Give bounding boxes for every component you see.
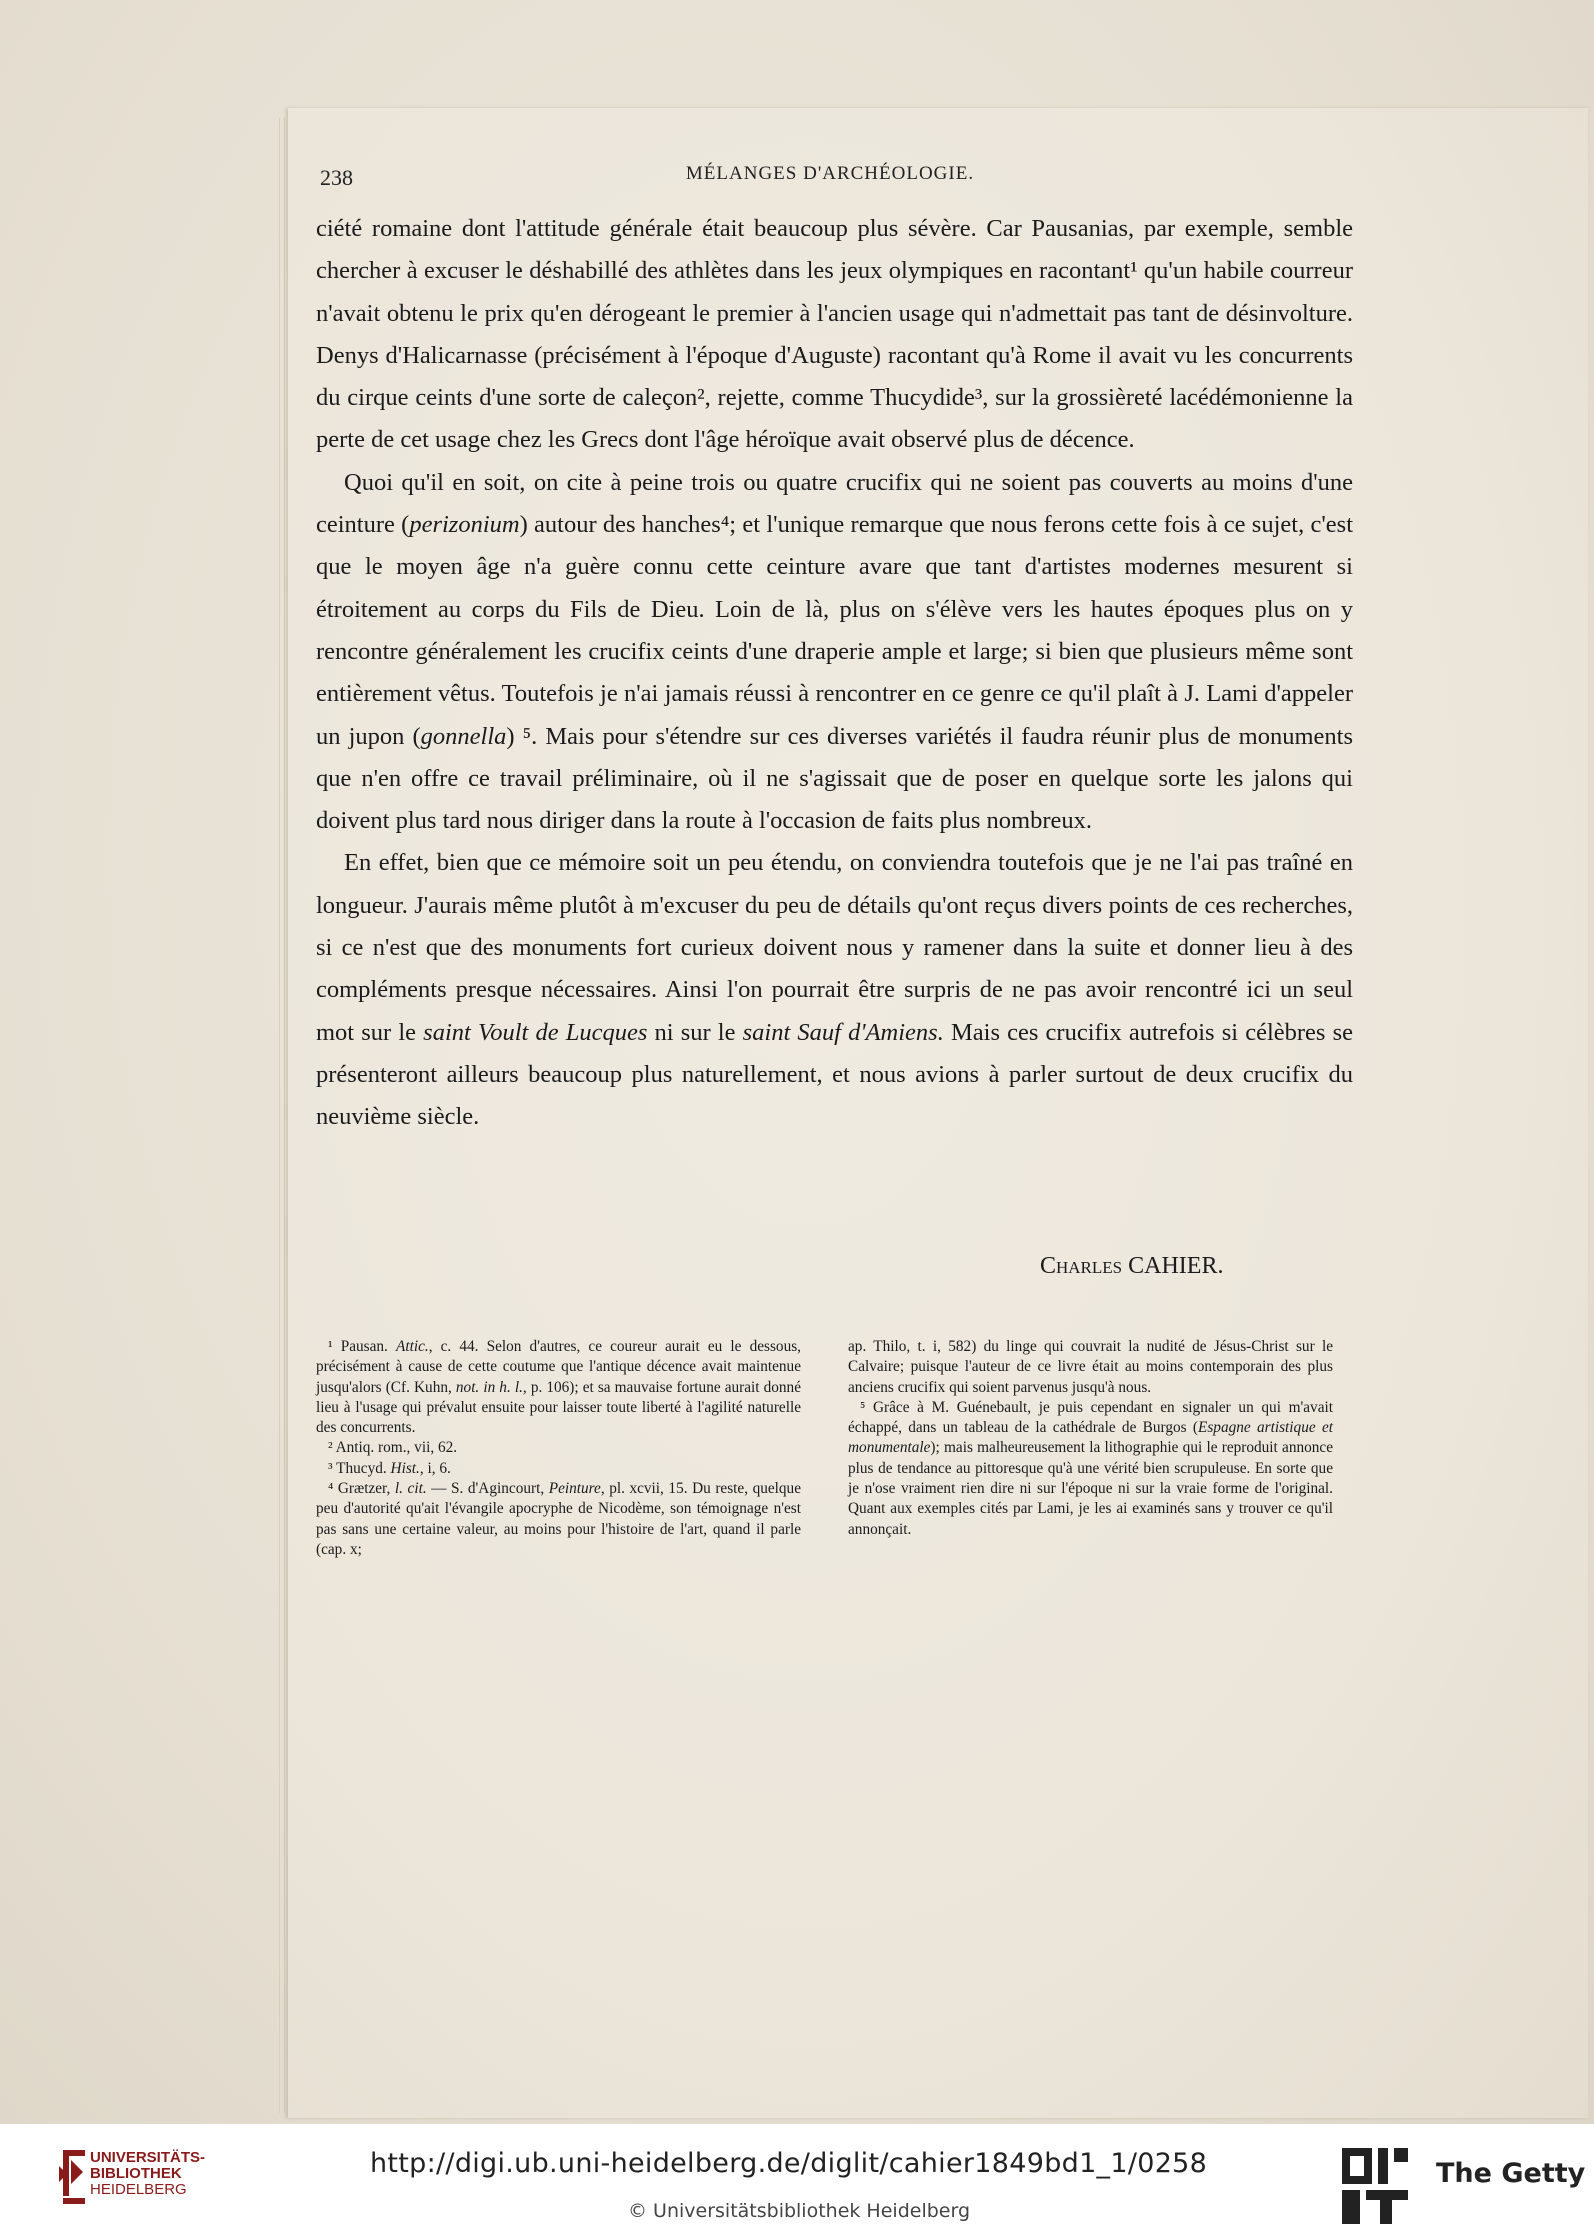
italic-term: l. cit. xyxy=(394,1480,427,1498)
page-number: 238 xyxy=(320,165,353,190)
paragraph-1: ciété romaine dont l'attitude générale était beaucoup plus sévère. Car Pausanias, par exemple, semble chercher à excuser le déshabillé des athlètes dans les jeux olympiques en racontant¹ qu'un habile courreur n'avait obtenu le prix qu'en dérogeant le premier à l'ancien usage qui n'admettait pas tant de désinvolture. Denys d'Halicarnasse (précisément à l'époque d'Auguste) racontant qu'à Rome il avait vu les concurrents du cirque ceints d'une sorte de caleçon², rejette, comme Thucydide³, sur la grossièreté lacédémonienne la perte de cet usage chez les Grecs dont l'âge héroïque avait observé plus de décence. xyxy=(316,215,1353,454)
library-name-line: BIBLIOTHEK xyxy=(90,2165,182,2182)
footnote-5 xyxy=(848,1398,1333,1540)
text-run: , pl. xcvii, 15. Du reste, quelque peu d'autorité qu'ait l'évangile apocryphe de Nicodème, son témoignage n'est pas sans une certaine valeur, au moins pour l'histoire de l'art, quand il parle (cap. x; xyxy=(316,1480,801,1558)
permalink-url[interactable]: http://digi.ub.uni-heidelberg.de/diglit/cahier1849bd1_1/0258 xyxy=(370,2148,1208,2179)
italic-term: not. in h. l. xyxy=(455,1378,523,1396)
text-run: ⁴ Grætzer, xyxy=(328,1480,395,1498)
text-run: ⁵ Grâce à M. Guénebault, je puis cependant en signaler un qui m'avait échappé, dans un tableau de la cathédrale de Burgos ( xyxy=(848,1398,1333,1437)
page-edge-line xyxy=(279,118,280,2113)
running-title: MÉLANGES D'ARCHÉOLOGIE. xyxy=(685,163,975,184)
text-run: En effet, bien que ce mémoire soit un peu étendu, on conviendra toutefois que je ne l'ai pas traîné en longueur. J'aurais même plutôt à m'excuser du peu de détails qu'ont reçus divers points de ces recherches, si ce n'est que des monuments fort curieux doivent nous y ramener dans la suite et donner lieu à des compléments presque nécessaires. Ainsi l'on pourrait être surpris de ne pas avoir rencontré ici un seul mot sur le xyxy=(316,849,1353,1046)
library-name[interactable] xyxy=(90,2150,205,2198)
footnote-1 xyxy=(316,1337,801,1438)
ub-heidelberg-logo-icon[interactable] xyxy=(55,2146,95,2206)
footnote-2: ² Antiq. rom., vii, 62. xyxy=(328,1439,458,1457)
footnotes-right-column xyxy=(848,1337,1333,1540)
main-text xyxy=(316,208,1353,1139)
italic-term: Attic. xyxy=(395,1338,429,1355)
paragraph-2 xyxy=(316,462,1353,843)
library-name-line: HEIDELBERG xyxy=(90,2181,187,2198)
author-last-name: CAHIER. xyxy=(1128,1253,1224,1279)
text-run: Mais ces crucifix autrefois si célèbres se présenteront ailleurs beaucoup plus naturellement, et nous avions à parler surtout de deux crucifix du neuvième siècle. xyxy=(316,1018,1353,1131)
text-run: ¹ Pausan. xyxy=(328,1338,396,1355)
text-run: — S. d'Agincourt, xyxy=(426,1480,549,1498)
text-run: , c. 44. Selon d'autres, ce coureur aurait eu le dessous, précisément à cause de cette coutume que l'antique décence avait maintenue jusqu'alors (Cf. Kuhn, xyxy=(316,1338,801,1396)
text-run: ) ⁵. Mais pour s'étendre sur ces diverses variétés il faudra réunir plus de monuments que n'en offre ce travail préliminaire, où il ne s'agissait que de poser en quelque sorte les jalons qui doivent plus tard nous diriger dans la route à l'occasion de faits plus nombreux. xyxy=(316,722,1353,835)
getty-name[interactable]: The Getty xyxy=(1436,2158,1586,2189)
italic-term: saint Voult de Lucques xyxy=(423,1018,648,1046)
text-run: ³ Thucyd. xyxy=(328,1459,391,1477)
getty-logo-icon[interactable] xyxy=(1340,2146,1410,2226)
author-signature xyxy=(1040,1253,1223,1280)
paragraph-3 xyxy=(316,842,1353,1138)
italic-term: Hist. xyxy=(390,1459,420,1477)
italic-term: saint Sauf d'Amiens. xyxy=(742,1018,944,1046)
text-run: , i, 6. xyxy=(419,1459,451,1477)
text-run: , p. 106); et sa mauvaise fortune aurait donné lieu à l'usage qui prévalut ensuite pour laisser toute liberté à l'agilité naturelle des concurrents. xyxy=(316,1378,801,1437)
footnote-4 xyxy=(316,1479,801,1560)
viewer-footer xyxy=(0,2124,1594,2239)
text-run: ni sur le xyxy=(647,1018,743,1046)
italic-term: perizonium xyxy=(409,511,520,539)
footnotes-left-column xyxy=(316,1337,801,1560)
copyright-notice: © Universitätsbibliothek Heidelberg xyxy=(628,2200,971,2222)
italic-term: Espagne artistique et monumentale xyxy=(848,1419,1333,1457)
text-run: ); mais malheureusement la lithographie qui le reproduit annonce plus de tendance au pittoresque qu'à une vérité bien scrupuleuse. En sorte que je n'ose vraiment rien dire ni sur l'époque ni sur la vraie forme de l'original. Quant aux exemples cités par Lami, je les ai examinés sans y trouver ce qu'il annonçait. xyxy=(848,1439,1333,1538)
footnote-3 xyxy=(316,1459,801,1479)
italic-term: gonnella xyxy=(420,722,507,750)
page-edge-line xyxy=(284,118,285,2113)
italic-term: Peinture xyxy=(548,1480,601,1498)
text-run: Quoi qu'il en soit, on cite à peine trois ou quatre crucifix qui ne soient pas couverts au moins d'une ceinture ( xyxy=(316,468,1353,539)
text-run: ) autour des hanches⁴; et l'unique remarque que nous ferons cette fois à ce sujet, c'est que le moyen âge n'a guère connu cette ceinture avare que tant d'artistes modernes mesurent si étroitement au corps du Fils de Dieu. Loin de là, plus on s'élève vers les hautes époques plus on y rencontre généralement les crucifix ceints d'une draperie ample et large; si bien que plusieurs même sont entièrement vêtus. Toutefois je n'ai jamais réussi à rencontrer en ce genre ce qu'il plaît à J. Lami d'appeler un jupon ( xyxy=(316,511,1353,750)
library-name-line: UNIVERSITÄTS- xyxy=(90,2149,206,2166)
footnote-4-continued: ap. Thilo, t. i, 582) du linge qui couvrait la nudité de Jésus-Christ sur le Calvaire; puisque l'auteur de ce livre était au moins contemporain des plus anciens crucifix qui soient parvenus jusqu'à nous. xyxy=(848,1338,1333,1396)
author-first-name: Charles xyxy=(1040,1253,1123,1279)
